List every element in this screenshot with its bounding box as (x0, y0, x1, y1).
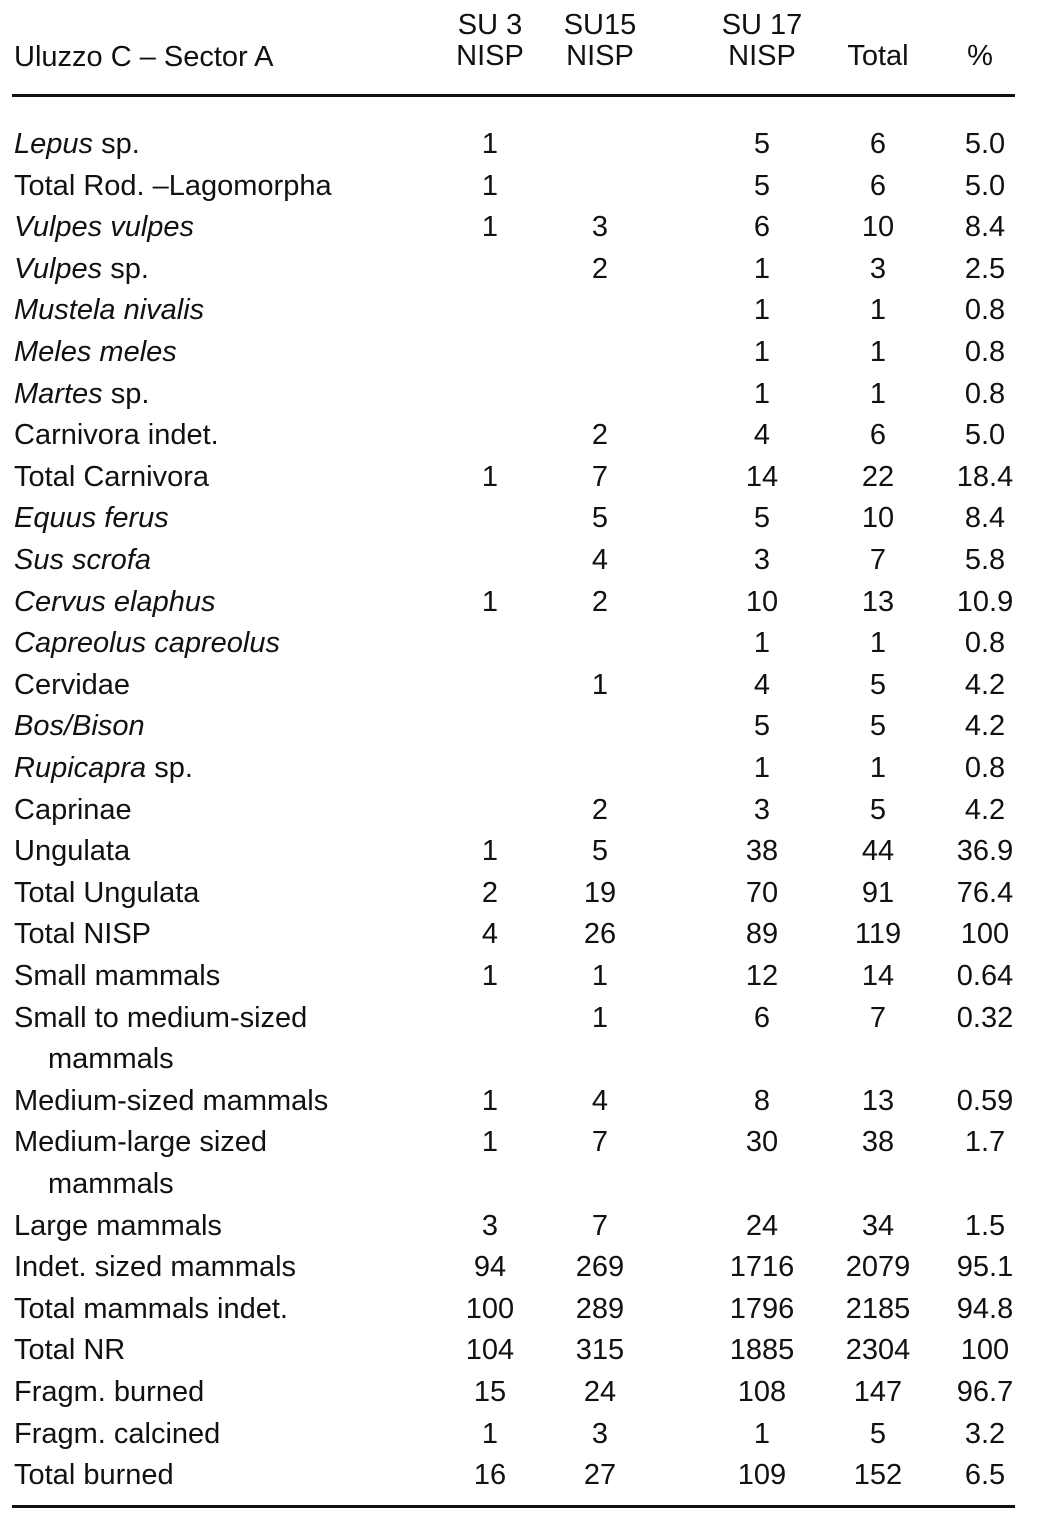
table-row (0, 1289, 1038, 1331)
table-row (0, 290, 1038, 332)
cell-total: 2304 (845, 1334, 911, 1367)
cell-pct: 4.2 (964, 710, 1006, 743)
cell-pct: 5.0 (964, 419, 1006, 452)
taxon-plain: sp. (102, 252, 149, 285)
cell-su17: 1 (753, 377, 771, 410)
cell-su15: 2 (591, 585, 609, 618)
cell-total: 22 (861, 460, 895, 493)
taxon-italic: Vulpes vulpes (14, 211, 195, 244)
cell-su15: 315 (575, 1334, 625, 1367)
cell-su17: 5 (753, 710, 771, 743)
taxon-plain: Medium-large sized (14, 1126, 268, 1159)
taxon-plain: Caprinae (14, 793, 132, 826)
cell-pct: 0.8 (964, 294, 1006, 327)
cell-su3: 94 (473, 1251, 507, 1284)
col-su15-line1: SU15 (563, 9, 637, 41)
cell-su17: 70 (745, 876, 779, 909)
cell-pct: 36.9 (956, 835, 1014, 868)
taxon-plain: Total NR (14, 1334, 126, 1367)
row-label (14, 748, 193, 790)
header-rule (12, 94, 1015, 97)
taxon-italic: Lepus (14, 128, 94, 160)
cell-pct: 100 (960, 918, 1010, 951)
cell-su15: 5 (591, 835, 609, 868)
cell-su17: 1796 (729, 1292, 795, 1325)
cell-total: 1 (869, 627, 887, 660)
cell-pct: 5.0 (964, 169, 1006, 202)
taxon-plain: Large mammals (14, 1209, 222, 1242)
cell-total: 44 (861, 835, 895, 868)
cell-pct: 4.2 (964, 793, 1006, 826)
cell-total: 119 (854, 918, 902, 951)
row-label (14, 831, 130, 873)
table-row (0, 665, 1038, 707)
cell-su15: 289 (575, 1292, 625, 1325)
cell-su17: 1 (753, 336, 771, 368)
row-label (14, 623, 280, 665)
cell-pct: 5.8 (964, 544, 1006, 576)
cell-su3: 3 (481, 1209, 499, 1242)
row-label-continuation: mammals (48, 1168, 174, 1200)
cell-su17: 3 (753, 793, 771, 826)
table-row (0, 623, 1038, 665)
cell-su15: 7 (591, 1209, 609, 1242)
cell-su3: 15 (473, 1376, 507, 1408)
col-su3-line1: SU 3 (457, 9, 523, 41)
cell-total: 2185 (845, 1292, 911, 1325)
cell-su15: 2 (591, 793, 609, 826)
cell-pct: 5.0 (964, 128, 1006, 160)
table-row (0, 457, 1038, 499)
cell-su15: 24 (583, 1376, 617, 1408)
cell-su3: 4 (481, 918, 499, 951)
row-label (14, 1372, 204, 1414)
col-su15-line2: NISP (566, 40, 634, 72)
table-row (0, 998, 1038, 1040)
taxon-italic: Equus ferus (14, 502, 169, 535)
taxon-plain: Fragm. calcined (14, 1417, 221, 1450)
cell-su15: 2 (591, 419, 609, 452)
cell-su3: 1 (481, 169, 499, 202)
cell-su3: 104 (465, 1334, 515, 1367)
cell-su15: 3 (591, 211, 609, 244)
table-row (0, 332, 1038, 374)
table-row-continuation (0, 1164, 1038, 1206)
taxon-plain: sp. (102, 377, 150, 410)
taxon-plain: Total Ungulata (14, 876, 200, 909)
row-label (14, 998, 307, 1040)
cell-total: 3 (869, 252, 887, 285)
row-label (14, 1122, 267, 1164)
table-row (0, 748, 1038, 790)
cell-su17: 4 (753, 668, 771, 701)
cell-pct: 4.2 (964, 668, 1006, 701)
table-row (0, 956, 1038, 998)
table-row (0, 1372, 1038, 1414)
taxon-plain: Medium-sized mammals (14, 1084, 329, 1117)
cell-su17: 1 (753, 252, 771, 285)
cell-su15: 3 (591, 1417, 609, 1450)
cell-total: 13 (861, 1084, 895, 1117)
table-row (0, 124, 1038, 166)
taxon-plain: Carnivora indet. (14, 419, 219, 452)
table-row (0, 207, 1038, 249)
table-row (0, 1122, 1038, 1164)
cell-su15: 7 (591, 1126, 609, 1159)
cell-pct: 94.8 (956, 1292, 1014, 1325)
row-label (14, 790, 132, 832)
cell-pct: 0.32 (956, 1001, 1014, 1034)
row-label (14, 124, 140, 166)
table-row (0, 706, 1038, 748)
cell-total: 91 (861, 876, 895, 909)
table-row (0, 498, 1038, 540)
cell-su15: 1 (591, 960, 609, 992)
cell-su3: 1 (481, 960, 499, 992)
row-label (14, 207, 194, 249)
cell-total: 34 (861, 1209, 895, 1242)
taxon-italic: Rupicapra (14, 752, 147, 784)
cell-total: 7 (869, 1001, 887, 1034)
cell-su3: 1 (481, 1126, 499, 1159)
cell-su3: 1 (481, 211, 499, 244)
cell-pct: 6.5 (964, 1459, 1006, 1492)
cell-pct: 0.8 (964, 377, 1006, 410)
cell-pct: 8.4 (964, 211, 1006, 244)
cell-su17: 30 (745, 1126, 779, 1159)
cell-pct: 0.8 (964, 627, 1006, 660)
cell-total: 1 (869, 752, 887, 784)
table-row (0, 1247, 1038, 1289)
cell-su17: 14 (745, 460, 779, 493)
cell-su15: 4 (591, 1084, 609, 1117)
table-row (0, 1330, 1038, 1372)
row-label (14, 1206, 222, 1248)
cell-total: 5 (869, 668, 887, 701)
taxon-italic: Mustela nivalis (14, 294, 205, 327)
cell-pct: 10.9 (956, 585, 1014, 618)
row-label (14, 332, 177, 374)
cell-pct: 100 (960, 1334, 1010, 1367)
cell-su17: 4 (753, 419, 771, 452)
cell-su17: 1885 (729, 1334, 795, 1367)
cell-su3: 100 (465, 1292, 515, 1325)
taxon-plain: Total burned (14, 1459, 174, 1492)
cell-su15: 4 (591, 544, 609, 576)
table-row-continuation (0, 1039, 1038, 1081)
cell-total: 6 (869, 128, 887, 160)
cell-su15: 19 (583, 876, 617, 909)
cell-su15: 26 (583, 918, 617, 951)
taxon-italic: Meles meles (14, 336, 177, 368)
row-label (14, 498, 169, 540)
row-label (14, 290, 204, 332)
cell-su17: 1 (753, 627, 771, 660)
cell-total: 1 (869, 294, 887, 327)
cell-total: 1 (869, 336, 887, 368)
taxon-italic: Martes (14, 377, 103, 410)
row-label (14, 1247, 296, 1289)
cell-su17: 89 (745, 918, 779, 951)
cell-total: 7 (869, 544, 887, 576)
taxon-plain: Small to medium-sized (14, 1001, 308, 1034)
table-row (0, 873, 1038, 915)
table-row (0, 1081, 1038, 1123)
cell-su17: 38 (745, 835, 779, 868)
table-row (0, 582, 1038, 624)
row-label (14, 249, 149, 291)
cell-su15: 2 (591, 252, 609, 285)
cell-total: 38 (861, 1126, 895, 1159)
cell-pct: 3.2 (964, 1417, 1006, 1450)
cell-su3: 16 (473, 1459, 507, 1492)
taxon-plain: Total NISP (14, 918, 151, 951)
cell-su17: 8 (753, 1084, 771, 1117)
cell-pct: 2.5 (964, 252, 1006, 285)
col-su3-line2: NISP (456, 40, 524, 72)
taxon-plain: Fragm. burned (14, 1376, 205, 1408)
cell-su3: 1 (481, 585, 499, 618)
cell-su3: 1 (481, 1084, 499, 1117)
taxon-italic: Vulpes (14, 252, 103, 285)
row-label (14, 914, 151, 956)
cell-pct: 0.64 (956, 960, 1014, 992)
row-label (14, 1455, 174, 1497)
col-su3-header (445, 10, 535, 72)
row-label (14, 540, 151, 582)
table-row (0, 831, 1038, 873)
taxon-plain: Small mammals (14, 960, 221, 992)
cell-total: 10 (861, 502, 895, 535)
col-su17-line1: SU 17 (721, 9, 803, 41)
row-label (14, 665, 130, 707)
row-label (14, 1081, 328, 1123)
taxon-italic: Sus scrofa (14, 544, 151, 576)
row-label (14, 166, 332, 208)
cell-su17: 3 (753, 544, 771, 576)
table-row (0, 540, 1038, 582)
bottom-rule (12, 1505, 1015, 1508)
cell-su17: 108 (737, 1376, 787, 1408)
cell-su17: 1 (753, 1417, 771, 1450)
col-su17-line2: NISP (728, 40, 796, 72)
cell-total: 5 (869, 710, 887, 743)
cell-su15: 1 (591, 668, 609, 701)
table-header (0, 0, 1038, 96)
table-row (0, 914, 1038, 956)
cell-total: 2079 (845, 1251, 911, 1284)
cell-su3: 1 (481, 835, 499, 868)
cell-su17: 6 (753, 211, 771, 244)
cell-su17: 12 (745, 960, 779, 992)
table-title: Uluzzo C – Sector A (14, 41, 274, 73)
table-row (0, 249, 1038, 291)
cell-su3: 1 (481, 1417, 499, 1450)
cell-su17: 1 (753, 294, 771, 327)
row-label (14, 457, 209, 499)
taxon-plain: Total mammals indet. (14, 1292, 288, 1325)
col-percent-header: % (967, 40, 993, 72)
cell-su3: 2 (481, 876, 499, 909)
table-row (0, 374, 1038, 416)
cell-total: 10 (861, 211, 895, 244)
cell-su17: 109 (737, 1459, 787, 1492)
table-row (0, 415, 1038, 457)
cell-pct: 95.1 (956, 1251, 1014, 1284)
table-row (0, 166, 1038, 208)
col-su17-header (712, 10, 812, 72)
cell-su3: 1 (481, 128, 499, 160)
col-su15-header (555, 10, 645, 72)
cell-total: 5 (869, 793, 887, 826)
cell-total: 5 (869, 1417, 887, 1450)
cell-total: 6 (869, 419, 887, 452)
cell-total: 1 (869, 377, 887, 410)
table-row (0, 790, 1038, 832)
cell-su3: 1 (481, 460, 499, 493)
taxon-plain: Indet. sized mammals (14, 1251, 297, 1284)
cell-total: 152 (853, 1459, 903, 1492)
taxon-plain: sp. (146, 752, 193, 784)
cell-su17: 5 (753, 128, 771, 160)
cell-pct: 0.59 (956, 1084, 1014, 1117)
row-label-continuation: mammals (48, 1043, 174, 1076)
table-row (0, 1206, 1038, 1248)
cell-su15: 27 (583, 1459, 617, 1492)
taxon-plain: Total Rod. –Lagomorpha (14, 169, 332, 202)
cell-su15: 269 (575, 1251, 625, 1284)
cell-su15: 5 (591, 502, 609, 535)
cell-su17: 10 (745, 585, 779, 618)
taxon-plain: Total Carnivora (14, 460, 210, 493)
taxon-italic: Bos/Bison (14, 710, 145, 743)
taxon-italic: Cervus elaphus (14, 585, 216, 618)
cell-pct: 76.4 (956, 876, 1014, 909)
cell-total: 6 (869, 169, 887, 202)
taxon-plain: sp. (93, 128, 140, 160)
row-label (14, 706, 145, 748)
cell-pct: 1.7 (964, 1126, 1006, 1159)
cell-pct: 18.4 (956, 460, 1014, 493)
cell-su17: 24 (745, 1209, 779, 1242)
cell-total: 147 (853, 1376, 903, 1408)
cell-su17: 1716 (729, 1251, 795, 1284)
cell-pct: 1.5 (964, 1209, 1006, 1242)
row-label (14, 415, 219, 457)
table-row (0, 1414, 1038, 1456)
cell-pct: 8.4 (964, 502, 1006, 535)
col-total-header: Total (847, 40, 909, 72)
taxon-plain: Ungulata (14, 835, 131, 868)
cell-su17: 5 (753, 169, 771, 202)
cell-su17: 5 (753, 502, 771, 535)
row-label (14, 1289, 288, 1331)
cell-su15: 1 (591, 1001, 609, 1034)
table-row (0, 1455, 1038, 1497)
cell-su17: 1 (753, 752, 771, 784)
cell-total: 13 (861, 585, 895, 618)
taxon-italic: Capreolus capreolus (14, 627, 280, 660)
cell-pct: 96.7 (956, 1376, 1014, 1408)
taxon-plain: Cervidae (14, 668, 131, 701)
cell-su17: 6 (753, 1001, 771, 1034)
cell-pct: 0.8 (964, 752, 1006, 784)
cell-total: 14 (861, 960, 895, 992)
row-label (14, 1414, 220, 1456)
row-label (14, 956, 220, 998)
cell-pct: 0.8 (964, 336, 1006, 368)
cell-su15: 7 (591, 460, 609, 493)
row-label (14, 1330, 125, 1372)
row-label (14, 582, 216, 624)
row-label (14, 873, 199, 915)
row-label (14, 374, 149, 416)
